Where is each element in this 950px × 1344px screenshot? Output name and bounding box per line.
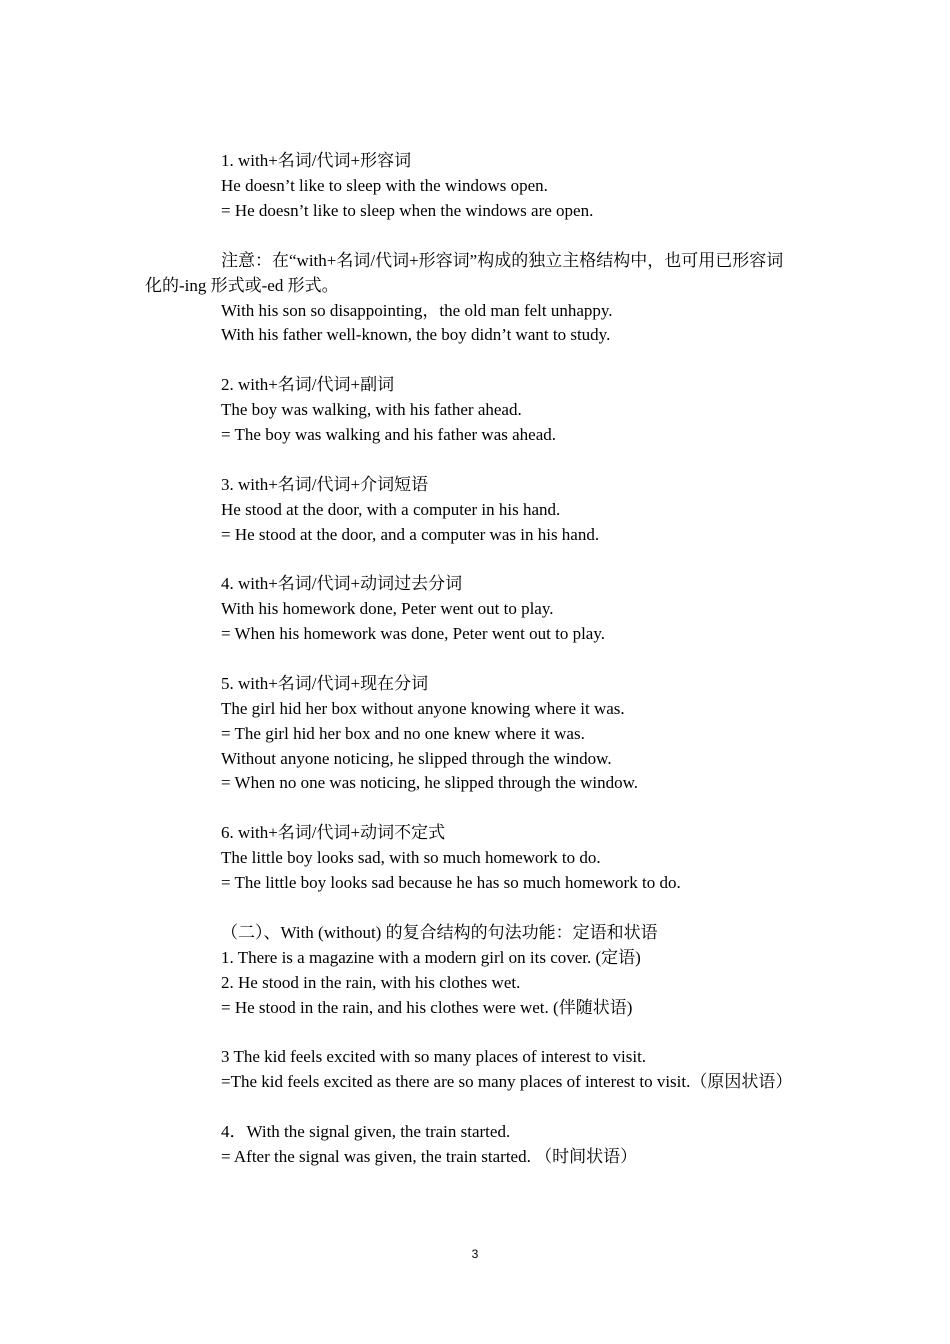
equivalent-sentence: = The little boy looks sad because he has so much homework to do. [221, 873, 681, 892]
section-heading: 6. with+名词/代词+动词不定式 [221, 823, 446, 842]
example-sentence: With his homework done, Peter went out to play. [221, 599, 554, 618]
equivalent-sentence: = The boy was walking and his father was ahead. [221, 425, 557, 444]
section-heading: 2. with+名词/代词+副词 [221, 375, 395, 394]
equivalent-sentence: = He doesn’t like to sleep when the windows are open. [221, 201, 594, 220]
equivalent-sentence: = The girl hid her box and no one knew where it was. [221, 724, 585, 743]
example-sentence: 3 The kid feels excited with so many places of interest to visit. [221, 1047, 647, 1066]
equivalent-sentence: =The kid feels excited as there are so many places of interest to visit.（原因状语） [221, 1072, 793, 1091]
example-sentence: 2. He stood in the rain, with his clothes wet. [221, 973, 521, 992]
example-sentence: 1. There is a magazine with a modern girl on its cover. (定语) [221, 948, 641, 967]
example-sentence: 4．With the signal given, the train started. [221, 1122, 511, 1141]
example-sentence: With his son so disappointing，the old man felt unhappy. [221, 301, 613, 320]
example-sentence: The girl hid her box without anyone knowing where it was. [221, 699, 625, 718]
note-paragraph-continued: 化的-ing 形式或-ed 形式。 [145, 276, 339, 295]
section-heading: 1. with+名词/代词+形容词 [221, 151, 412, 170]
section-heading: 4. with+名词/代词+动词过去分词 [221, 574, 463, 593]
equivalent-sentence: = He stood at the door, and a computer was in his hand. [221, 525, 600, 544]
note-paragraph: 注意：在“with+名词/代词+形容词”构成的独立主格结构中，也可用已形容词 [221, 251, 784, 270]
example-sentence: Without anyone noticing, he slipped through the window. [221, 749, 612, 768]
section-heading: 3. with+名词/代词+介词短语 [221, 475, 429, 494]
subsection-heading: （二）、With (without) 的复合结构的句法功能：定语和状语 [221, 923, 658, 942]
equivalent-sentence: = After the signal was given, the train started. （时间状语） [221, 1147, 638, 1166]
example-sentence: He doesn’t like to sleep with the windows open. [221, 176, 548, 195]
example-sentence: The little boy looks sad, with so much homework to do. [221, 848, 601, 867]
equivalent-sentence: = When no one was noticing, he slipped through the window. [221, 773, 639, 792]
example-sentence: He stood at the door, with a computer in his hand. [221, 500, 561, 519]
example-sentence: The boy was walking, with his father ahead. [221, 400, 522, 419]
section-heading: 5. with+名词/代词+现在分词 [221, 674, 429, 693]
equivalent-sentence: = He stood in the rain, and his clothes were wet. (伴随状语) [221, 998, 633, 1017]
equivalent-sentence: = When his homework was done, Peter went out to play. [221, 624, 605, 643]
example-sentence: With his father well-known, the boy didn’t want to study. [221, 325, 611, 344]
page-number: 3 [471, 1247, 479, 1261]
